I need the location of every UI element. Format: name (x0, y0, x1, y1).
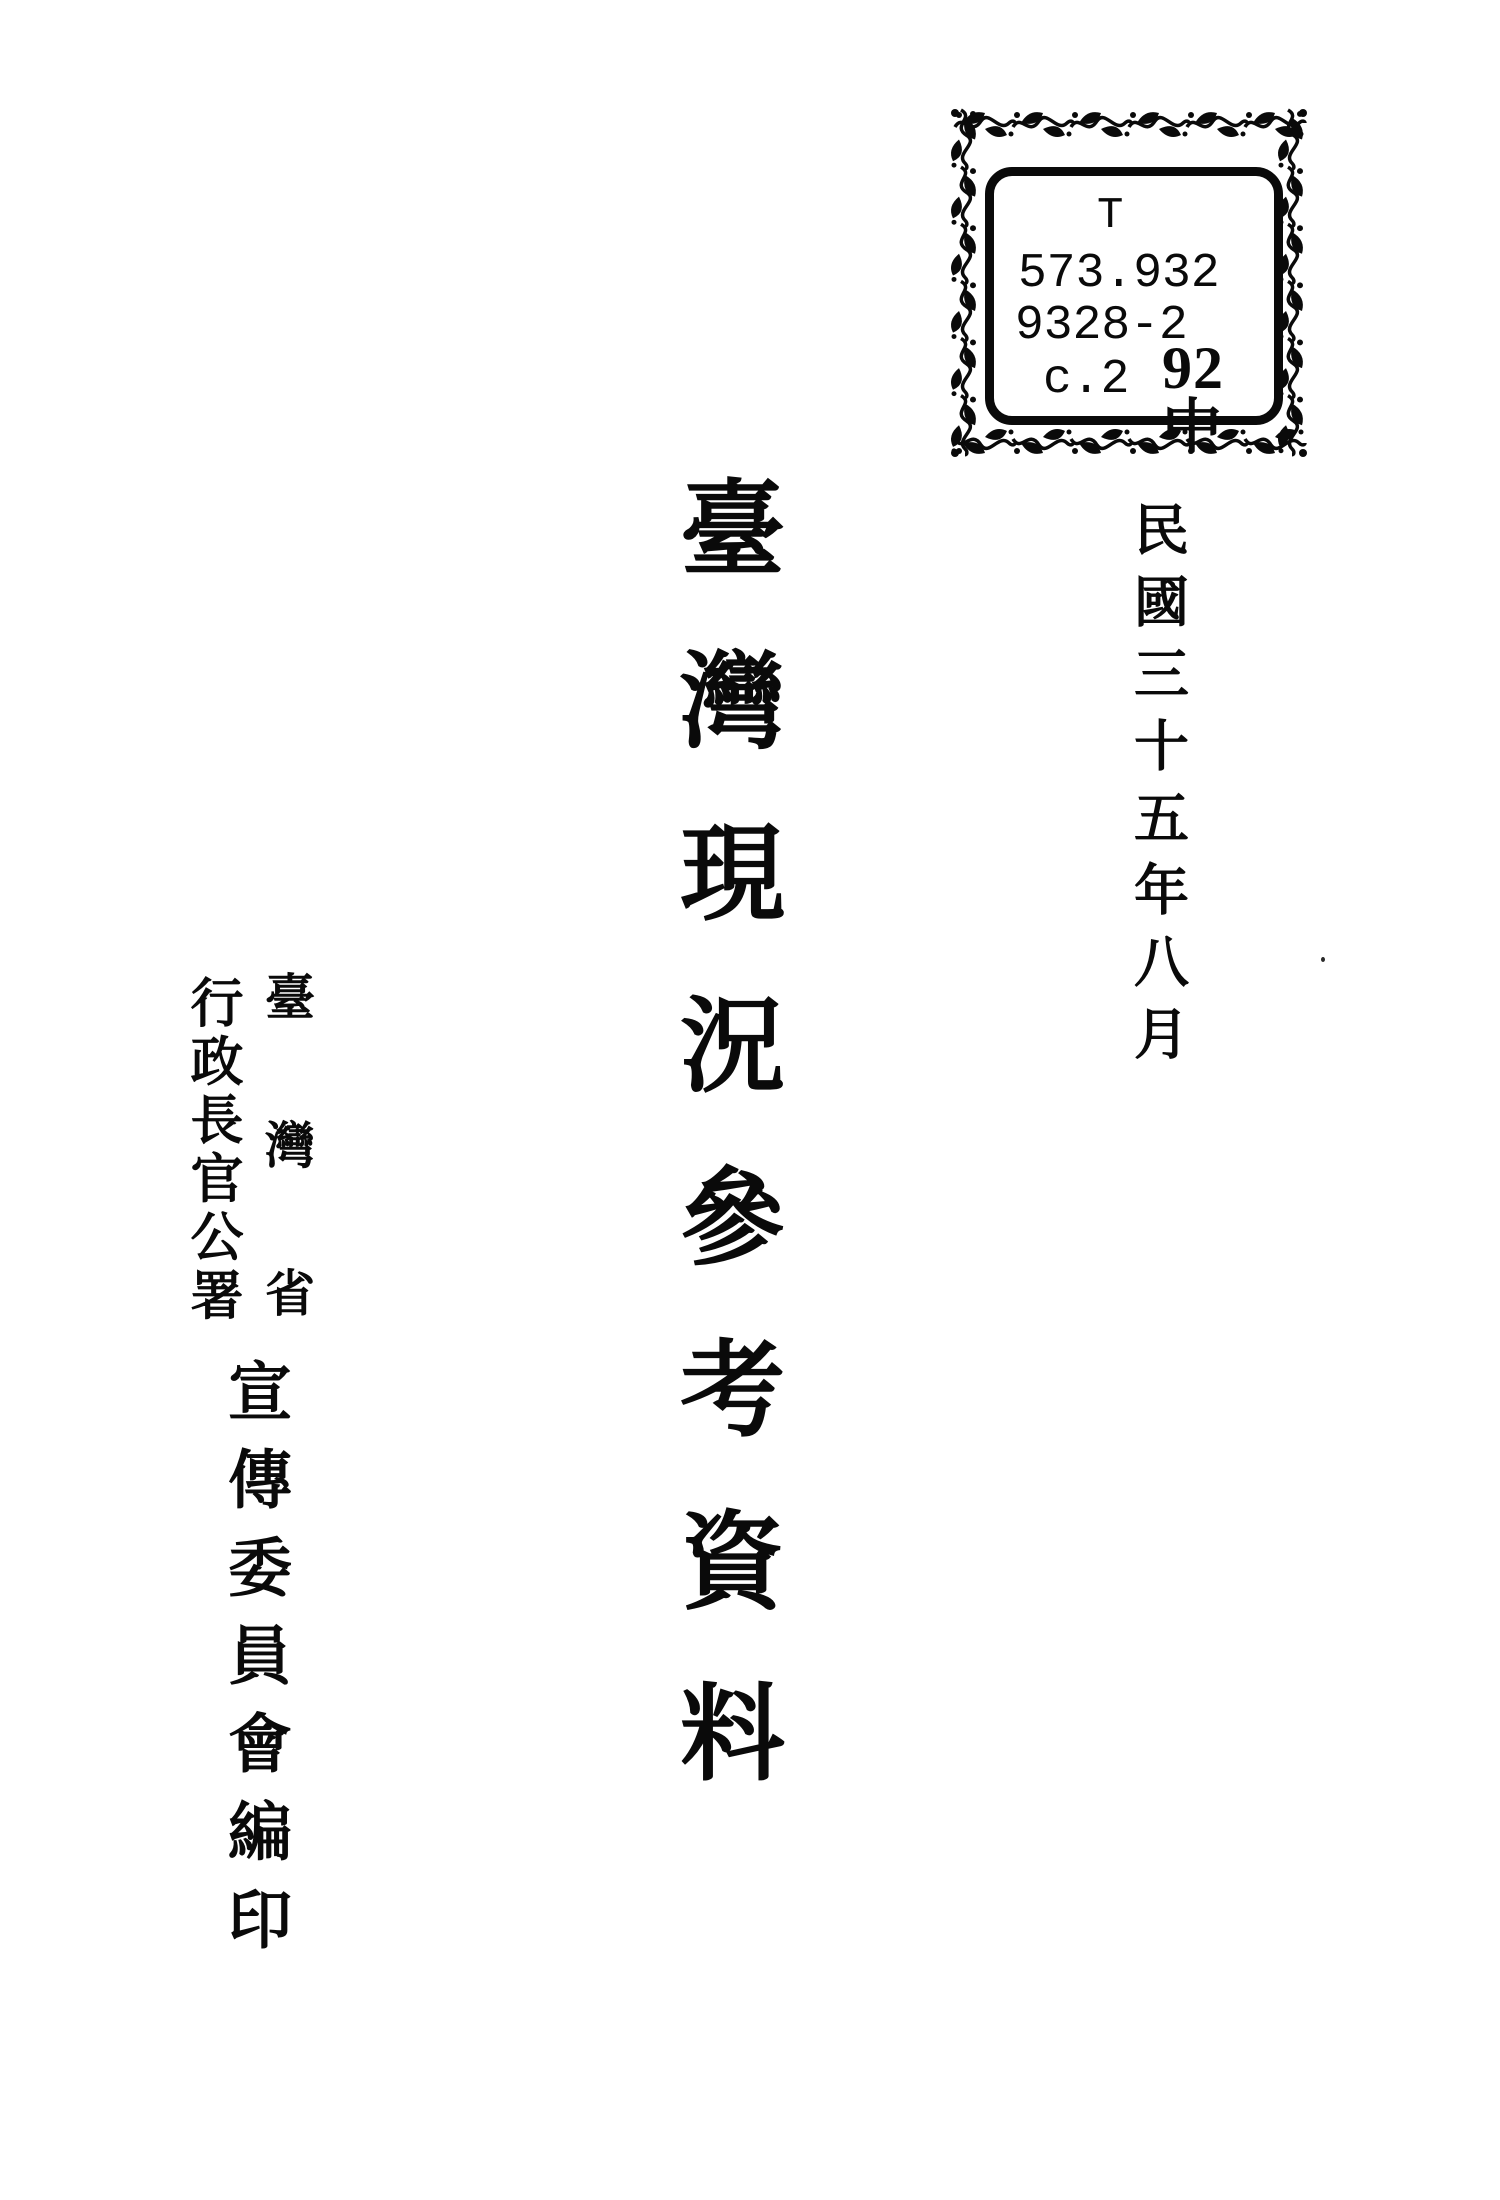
library-stamp (945, 103, 1313, 463)
publisher-province: 臺灣省 (257, 971, 316, 1415)
call-number-classification: 573.932 (1018, 247, 1220, 301)
accession-stamp-number: 92中 (1162, 335, 1224, 461)
book-title: 臺灣現況參考資料 (663, 474, 787, 1850)
call-number-book-number: 9328-2 (1015, 299, 1188, 353)
publisher-committee: 宣傳委員會編印 (217, 1358, 292, 1974)
call-number-class-letter: T (1097, 191, 1124, 241)
call-number-copy: c.2 (1043, 353, 1130, 407)
call-number-box (985, 167, 1283, 461)
publication-date: 民國三十五年八月 (1125, 501, 1190, 1077)
publisher-office: 行政長官公署 (182, 975, 244, 1326)
scan-speck (1321, 957, 1325, 962)
